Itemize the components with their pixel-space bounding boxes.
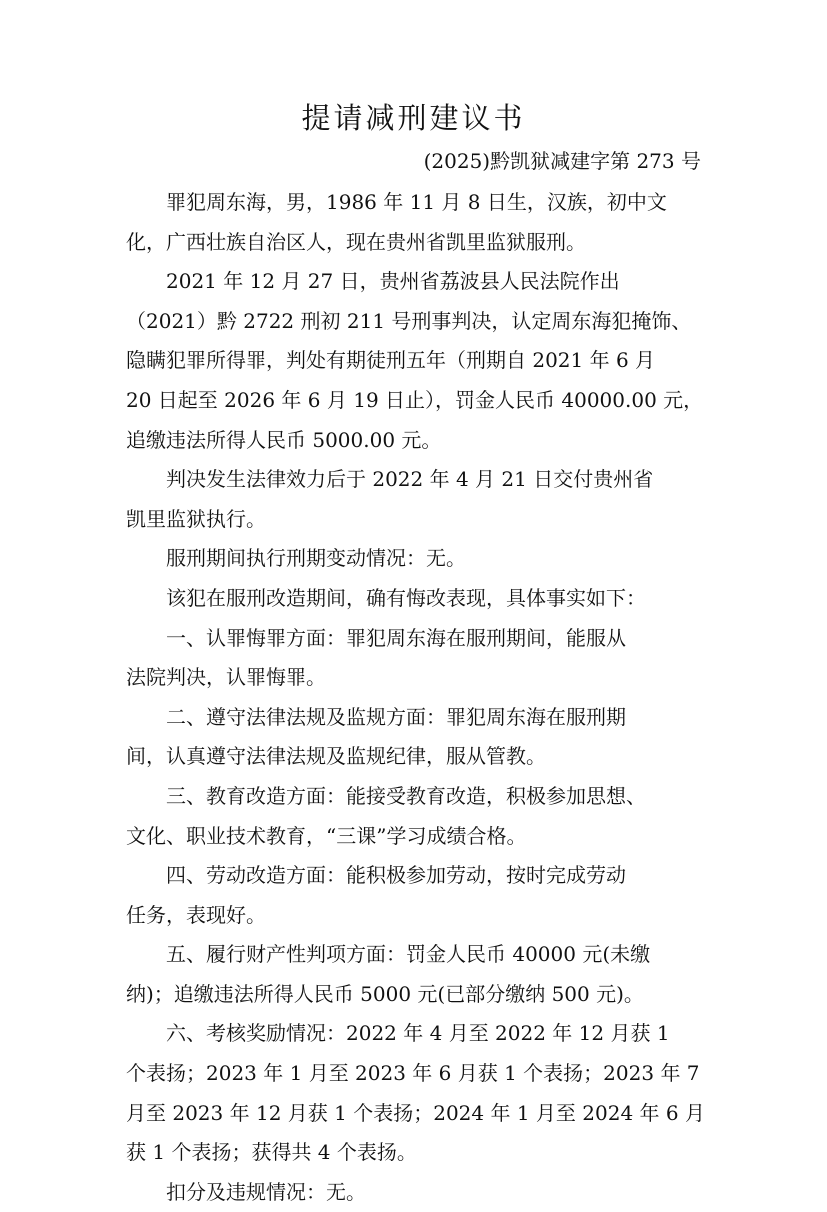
document-body	[126, 183, 706, 1212]
paragraph-violations: 扣分及违规情况：无。	[166, 1179, 366, 1204]
paragraph-execution: 判决发生法律效力后于 2022 年 4 月 21 日交付贵州省 凯里监狱执行。	[126, 467, 654, 531]
paragraph-judgment: 2021 年 12 月 27 日，贵州省荔波县人民法院作出 （2021）黔 2722 刑初 211 号刑事判决，认定周东海犯掩饰、 隐瞒犯罪所得罪，判处有期徒刑五年（刑期自 2021 年 6 月 20 日起至 2026 年 6 月 19 日止），罚金人民币 40000.00 元， 追缴违法所得人民币 5000.00 元。	[126, 269, 704, 452]
paragraph-rewards: 六、考核奖励情况：2022 年 4 月至 2022 年 12 月获 1 个表扬；2023 年 1 月至 2023 年 6 月获 1 个表扬；2023 年 7 月至 2023 年 12 月获 1 个表扬；2024 年 1 月至 2024 年 6 月 获 1 个表扬；获得共 4 个表扬。	[126, 1021, 705, 1165]
document-title: 提请减刑建议书	[301, 101, 526, 135]
document-number: (2025)黔凯狱减建字第 273 号	[423, 149, 701, 173]
paragraph-criminal-info: 罪犯周东海，男，1986 年 11 月 8 日生，汉族，初中文 化，广西壮族自治区人，现在贵州省凯里监狱服刑。	[126, 190, 667, 254]
paragraph-education: 三、教育改造方面：能接受教育改造，积极参加思想、 文化、职业技术教育，“三课”学习成绩合格。	[126, 783, 646, 848]
paragraph-law-compliance: 二、遵守法律法规及监规方面：罪犯周东海在服刑期 间，认真遵守法律法规及监规纪律，服从管教。	[126, 704, 626, 769]
paragraph-repentance-summary: 该犯在服刑改造期间，确有悔改表现，具体事实如下：	[166, 585, 646, 610]
paragraph-property: 五、履行财产性判项方面：罚金人民币 40000 元(未缴 纳)；追缴违法所得人民币 5000 元(已部分缴纳 500 元)。	[126, 942, 651, 1006]
paragraph-confession: 一、认罪悔罪方面：罪犯周东海在服刑期间，能服从 法院判决，认罪悔罪。	[126, 625, 626, 690]
paragraph-labor: 四、劳动改造方面：能积极参加劳动，按时完成劳动 任务，表现好。	[126, 863, 626, 927]
paragraph-sentence-change: 服刑期间执行刑期变动情况：无。	[166, 546, 466, 571]
